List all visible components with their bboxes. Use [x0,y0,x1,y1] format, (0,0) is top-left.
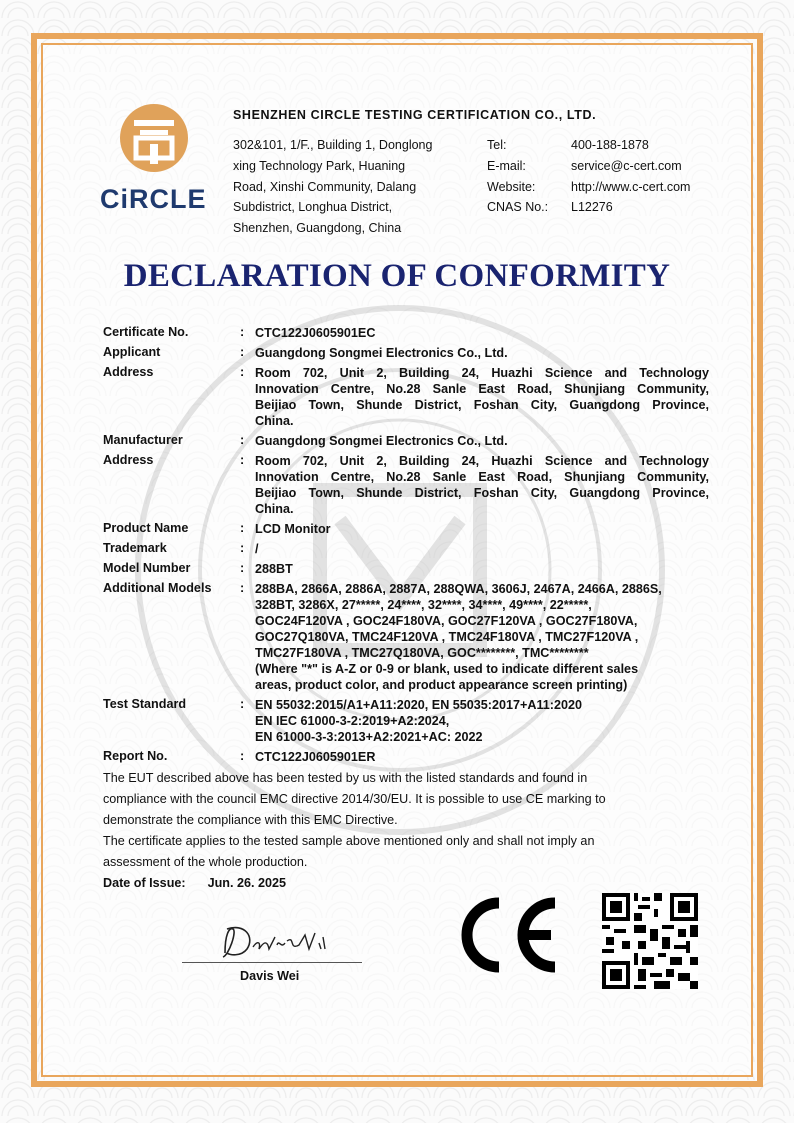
statement-line: compliance with the council EMC directive 2014/30/EU. It is possible to use CE marking to [103,792,606,806]
company-name: SHENZHEN CIRCLE TESTING CERTIFICATION CO., LTD. [233,108,597,122]
statement-line: The certificate applies to the tested sample above mentioned only and shall not imply an [103,834,595,848]
field-model-number: Model Number : 288BT [103,561,293,576]
contact-cnas: CNAS No.: L12276 [487,200,613,215]
field-report-no: Report No. : CTC122J0605901ER [103,749,376,764]
svg-text:CiRCLE: CiRCLE [100,184,207,214]
contact-website: Website: http://www.c-cert.com [487,179,691,194]
statement-line: The EUT described above has been tested by us with the listed standards and found in [103,771,588,785]
field-product-name: Product Name : LCD Monitor [103,521,331,536]
statement-line: assessment of the whole production. [103,855,308,869]
field-trademark: Trademark : / [103,541,259,556]
field-manufacturer: Manufacturer : Guangdong Songmei Electronics Co., Ltd. [103,433,508,448]
field-additional-models: Additional Models : 288BA, 2866A, 2886A, 2887A, 288QWA, 3606J, 2467A, 2466A, 2886S, 328BT, 3286X, 27*****, 24****, 32****, 34****, 49****, 22*****, GOC24F120VA , GOC24F180VA, GOC27F120VA , GOC27F180VA, GOC27Q180VA, TMC24F120VA , TMC24F180VA , TMC27F120VA , TMC27F180VA , TMC27Q180VA, GOC********, TMC******** (Where "*" is A-Z or 0-9 or blank, used to indicate different sales areas, product color, and product appearance screen printing) [103,581,662,692]
address-line: 302&101, 1/F., Building 1, Donglong [233,138,433,152]
field-manufacturer-address: Address : Room 702, Unit 2, Building 24, Huazhi Science and Technology Innovation Centre, No.28 Sanle East Road, Shunjiang Community, Beijiao Town, Shunde District, Foshan City, Guangdong Province, China. [103,453,709,516]
signer-name: Davis Wei [240,969,300,983]
contact-block [487,135,690,218]
field-test-standard: Test Standard : EN 55032:2015/A1+A11:2020, EN 55035:2017+A11:2020 EN IEC 61000-3-2:2019+A2:2024, EN 61000-3-3:2013+A2:2021+AC: 2022 [103,697,582,744]
circle-logo [100,100,220,215]
field-applicant-address: Address : Room 702, Unit 2, Building 24, Huazhi Science and Technology Innovation Centre, No.28 Sanle East Road, Shunjiang Community, Beijiao Town, Shunde District, Foshan City, Guangdong Province, China. [103,365,709,428]
address-line: Subdistrict, Longhua District, [233,200,393,215]
ce-mark-icon [455,895,560,975]
document-title: DECLARATION OF CONFORMITY [123,258,671,294]
field-applicant: Applicant : Guangdong Songmei Electronics Co., Ltd. [103,345,508,360]
certificate-fields [103,325,709,769]
date-of-issue: Date of Issue: Jun. 26. 2025 [103,876,287,890]
qr-code-icon[interactable] [602,893,698,989]
address-line: xing Technology Park, Huaning [233,158,406,173]
signature-image [215,915,335,965]
company-address [233,135,432,239]
contact-email: E-mail: service@c-cert.com [487,158,682,173]
field-certificate-no: Certificate No. : CTC122J0605901EC [103,325,376,340]
statement-line: demonstrate the compliance with this EMC Directive. [103,813,398,827]
address-line: Shenzhen, Guangdong, China [233,221,402,236]
address-line: Road, Xinshi Community, Dalang [233,179,417,194]
signature-line [182,962,362,963]
contact-tel: Tel: 400-188-1878 [487,138,649,152]
conformity-statement [103,768,663,873]
